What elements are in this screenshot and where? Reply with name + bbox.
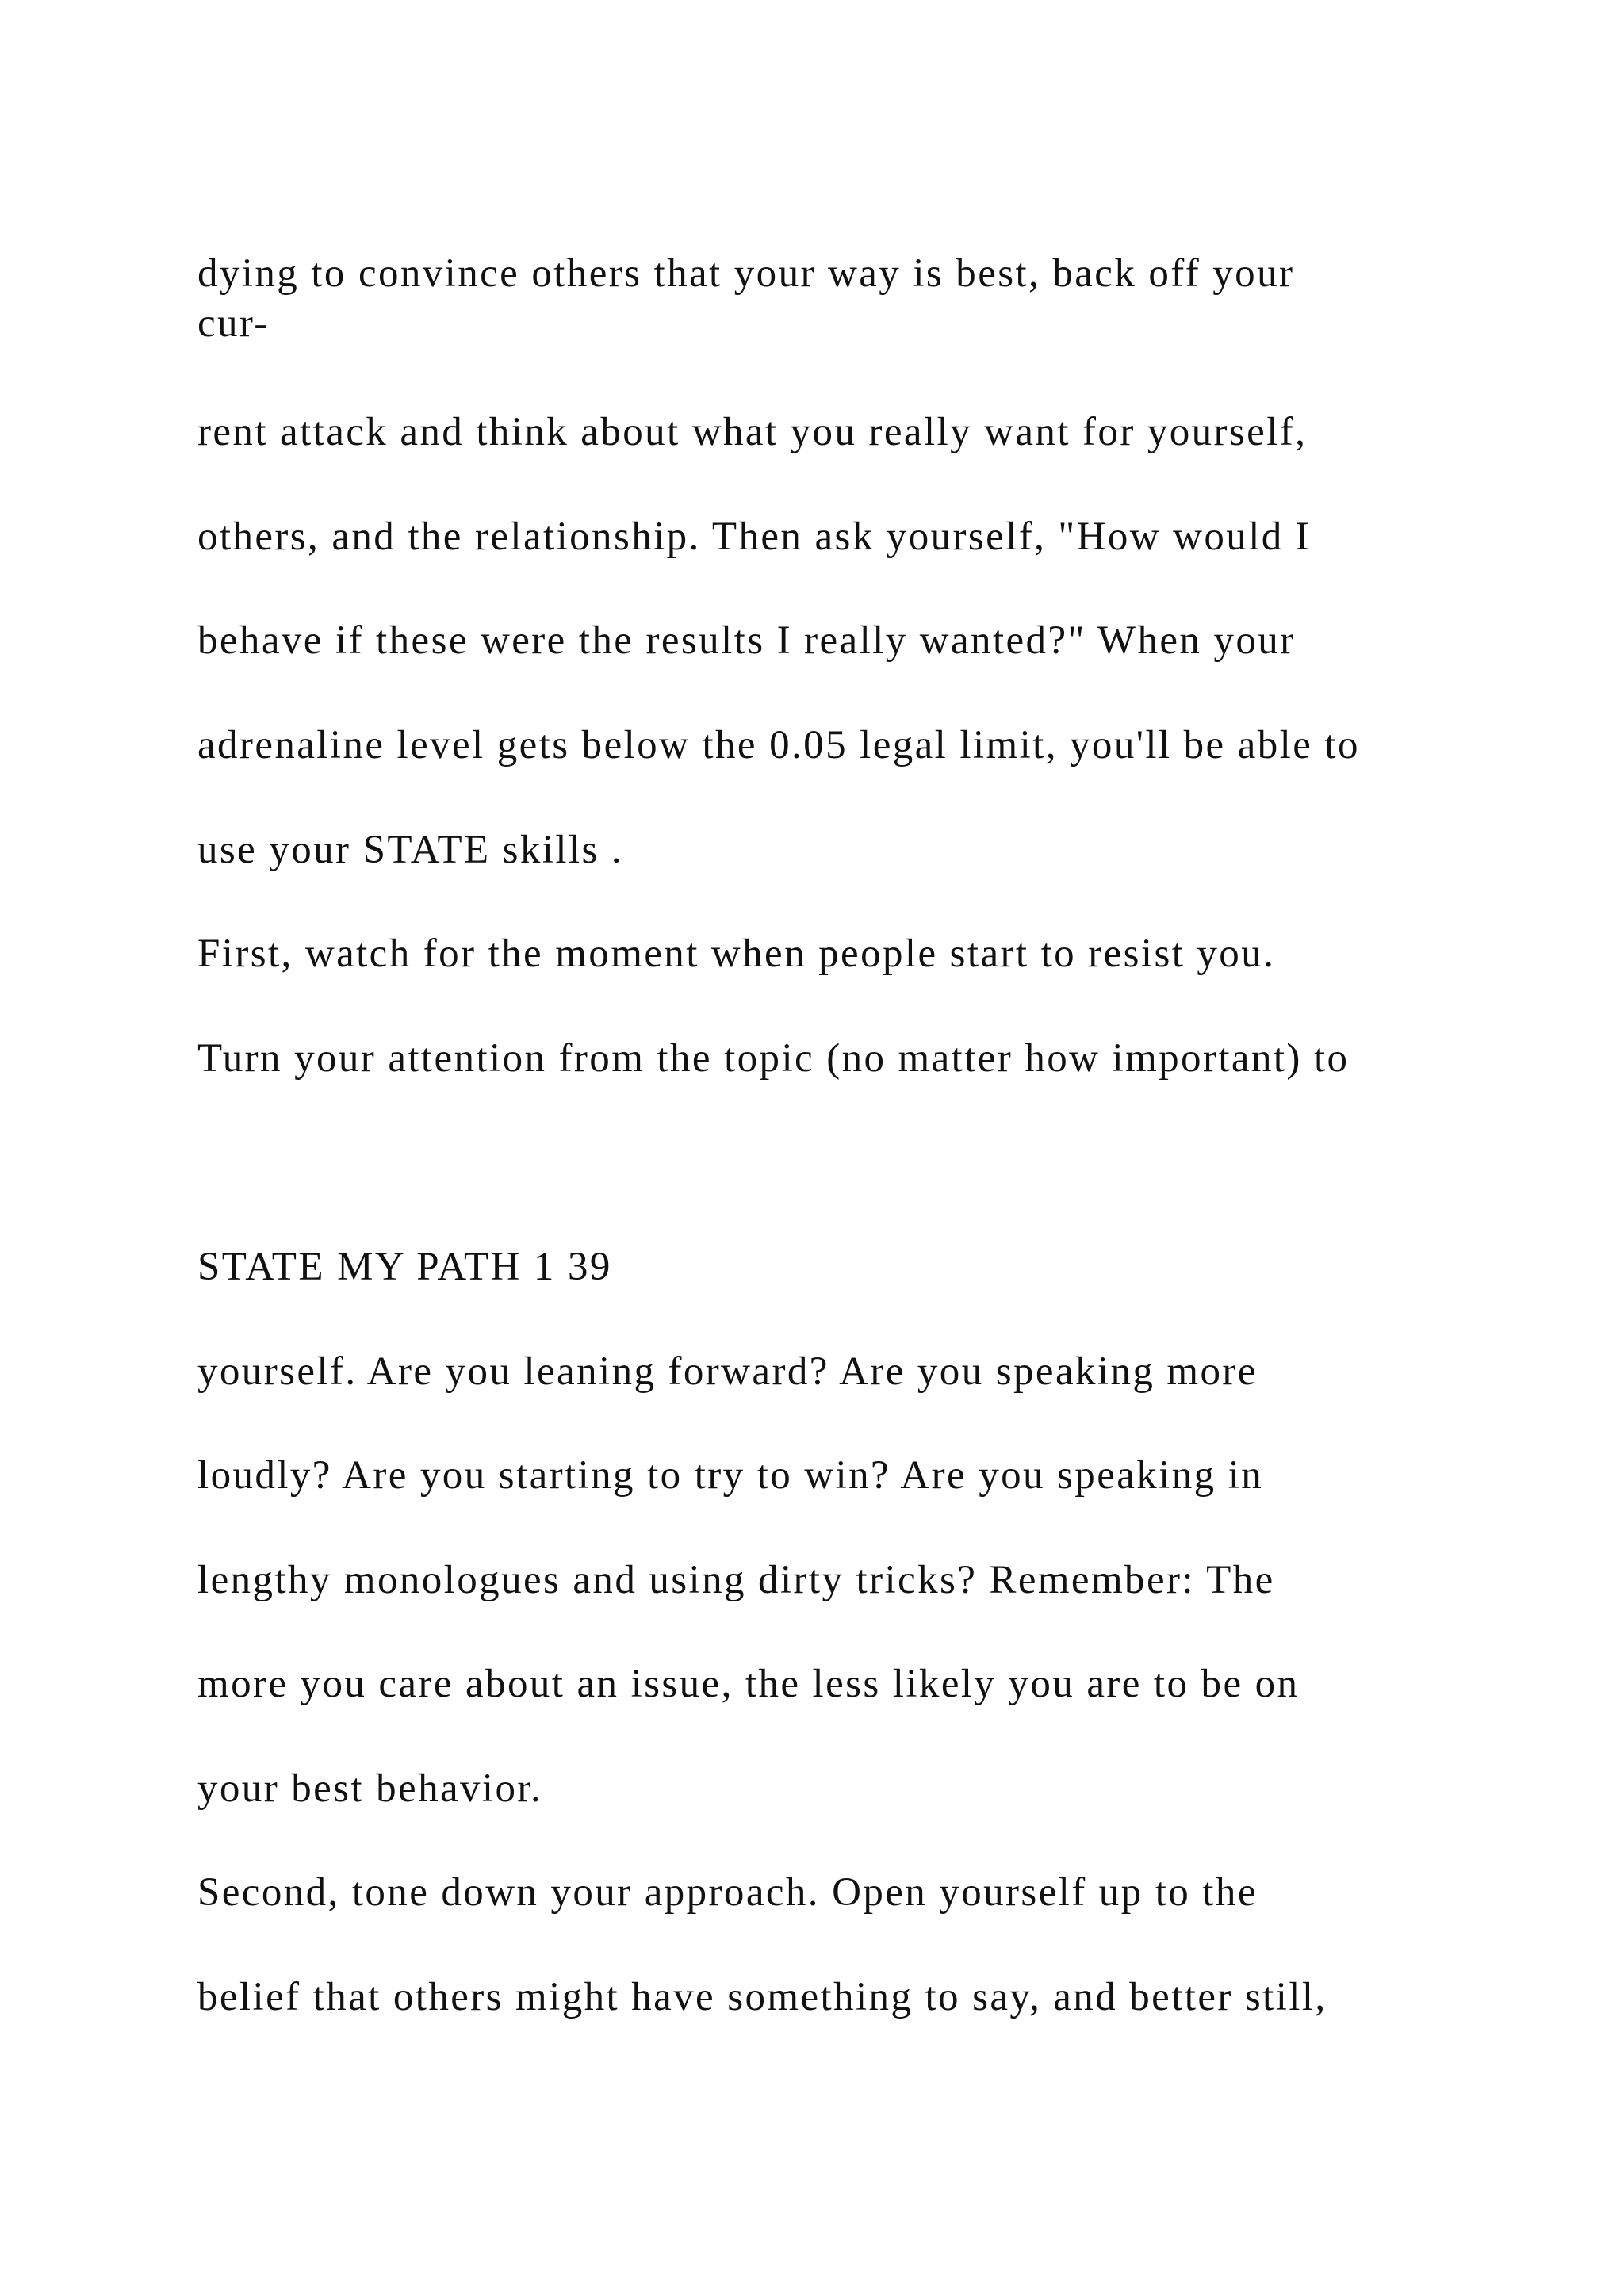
text-line: cur-: [197, 301, 270, 346]
text-line: belief that others might have something to say, and better still,: [197, 1975, 1327, 2019]
text-line: loudly? Are you starting to try to win? Are you speaking in: [197, 1453, 1264, 1498]
text-line: adrenaline level gets below the 0.05 legal limit, you'll be able to: [197, 723, 1360, 767]
text-line: dying to convince others that your way is best, back off your: [197, 251, 1295, 296]
text-line: yourself. Are you leaning forward? Are you speaking more: [197, 1349, 1258, 1394]
text-line: more you care about an issue, the less likely you are to be on: [197, 1662, 1300, 1706]
text-line: First, watch for the moment when people start to resist you.: [197, 932, 1276, 976]
running-header: STATE MY PATH 1 39: [197, 1245, 612, 1289]
text-line: your best behavior.: [197, 1766, 543, 1811]
text-line: others, and the relationship. Then ask yourself, "How would I: [197, 515, 1312, 559]
text-line: Turn your attention from the topic (no matter how important) to: [197, 1036, 1350, 1081]
text-line: use your STATE skills .: [197, 828, 624, 872]
text-line: behave if these were the results I really wanted?" When your: [197, 618, 1296, 663]
text-line: rent attack and think about what you really want for yourself,: [197, 410, 1308, 454]
text-line: Second, tone down your approach. Open yourself up to the: [197, 1870, 1258, 1915]
text-line: lengthy monologues and using dirty tricks? Remember: The: [197, 1558, 1275, 1602]
